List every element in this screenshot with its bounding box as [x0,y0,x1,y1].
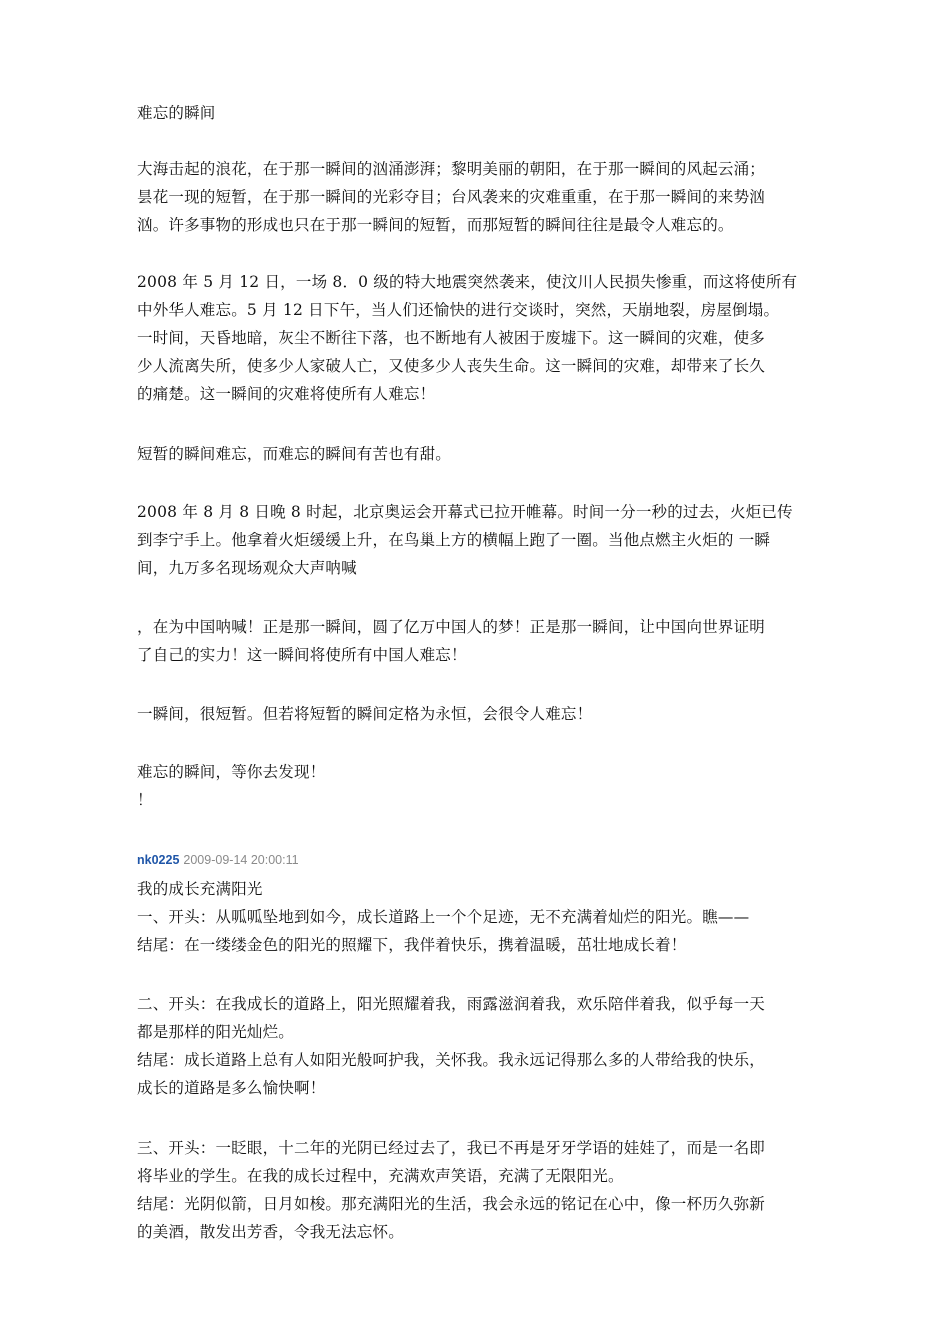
paragraph-line: 三、开头：一眨眼，十二年的光阴已经过去了，我已不再是牙牙学语的娃娃了，而是一名即 [137,1139,766,1157]
paragraph-line: 昙花一现的短暂，在于那一瞬间的光彩夺目；台风袭来的灾难重重，在于那一瞬间的来势汹 [137,188,766,206]
paragraph-line: 间，九万多名现场观众大声呐喊 [137,559,357,577]
paragraph-line: 都是那样的阳光灿烂。 [137,1023,295,1041]
paragraph-line: 将毕业的学生。在我的成长过程中，充满欢声笑语，充满了无限阳光。 [137,1167,624,1185]
paragraph-line: 短暂的瞬间难忘，而难忘的瞬间有苦也有甜。 [137,445,452,463]
paragraph-line: 2008 年 5 月 12 日，一场 8．0 级的特大地震突然袭来，使汶川人民损失惨重，而这将使所有 [137,273,798,291]
post-meta [137,852,299,868]
paragraph-line: 一、开头：从呱呱坠地到如今，成长道路上一个个足迹，无不充满着灿烂的阳光。瞧—— [137,908,750,926]
paragraph-line: 汹。许多事物的形成也只在于那一瞬间的短暂，而那短暂的瞬间往往是最令人难忘的。 [137,216,734,234]
paragraph-line: 二、开头：在我成长的道路上，阳光照耀着我，雨露滋润着我，欢乐陪伴着我，似乎每一天 [137,995,766,1013]
article-title: 难忘的瞬间 [137,104,216,122]
paragraph-line: 2008 年 8 月 8 日晚 8 时起，北京奥运会开幕式已拉开帷幕。时间一分一秒的过去，火炬已传 [137,503,793,521]
paragraph-line: 少人流离失所，使多少人家破人亡，又使多少人丧失生命。这一瞬间的灾难，却带来了长久 [137,357,766,375]
paragraph-line: 的美酒，散发出芳香，令我无法忘怀。 [137,1223,404,1241]
paragraph-line: 成长的道路是多么愉快啊！ [137,1079,326,1097]
paragraph-line: ！ [137,791,153,809]
paragraph-line: 到李宁手上。他拿着火炬缓缓上升，在鸟巢上方的横幅上跑了一圈。当他点燃主火炬的 一瞬 [137,531,771,549]
post-timestamp: 2009-09-14 20:00:11 [183,853,299,867]
paragraph-line: 结尾：在一缕缕金色的阳光的照耀下，我伴着快乐，携着温暖，茁壮地成长着！ [137,936,687,954]
paragraph-line: 大海击起的浪花，在于那一瞬间的汹涌澎湃；黎明美丽的朝阳，在于那一瞬间的风起云涌； [137,160,766,178]
paragraph-line: 结尾：成长道路上总有人如阳光般呵护我，关怀我。我永远记得那么多的人带给我的快乐， [137,1051,766,1069]
post-title: 我的成长充满阳光 [137,880,263,898]
paragraph-line: 的痛楚。这一瞬间的灾难将使所有人难忘！ [137,385,436,403]
post-username-link[interactable]: nk0225 [137,853,180,867]
paragraph-line: 中外华人难忘。5 月 12 日下午，当人们还愉快的进行交谈时，突然，天崩地裂，房屋倒塌。 [137,301,780,319]
paragraph-line: 了自己的实力！这一瞬间将使所有中国人难忘！ [137,646,467,664]
paragraph-line: 一瞬间，很短暂。但若将短暂的瞬间定格为永恒，会很令人难忘！ [137,705,593,723]
paragraph-line: ，在为中国呐喊！正是那一瞬间，圆了亿万中国人的梦！正是那一瞬间，让中国向世界证明 [137,618,766,636]
paragraph-line: 难忘的瞬间，等你去发现！ [137,763,326,781]
paragraph-line: 结尾：光阴似箭，日月如梭。那充满阳光的生活，我会永远的铭记在心中，像一杯历久弥新 [137,1195,766,1213]
paragraph-line: 一时间，天昏地暗，灰尘不断往下落，也不断地有人被困于废墟下。这一瞬间的灾难，使多 [137,329,766,347]
